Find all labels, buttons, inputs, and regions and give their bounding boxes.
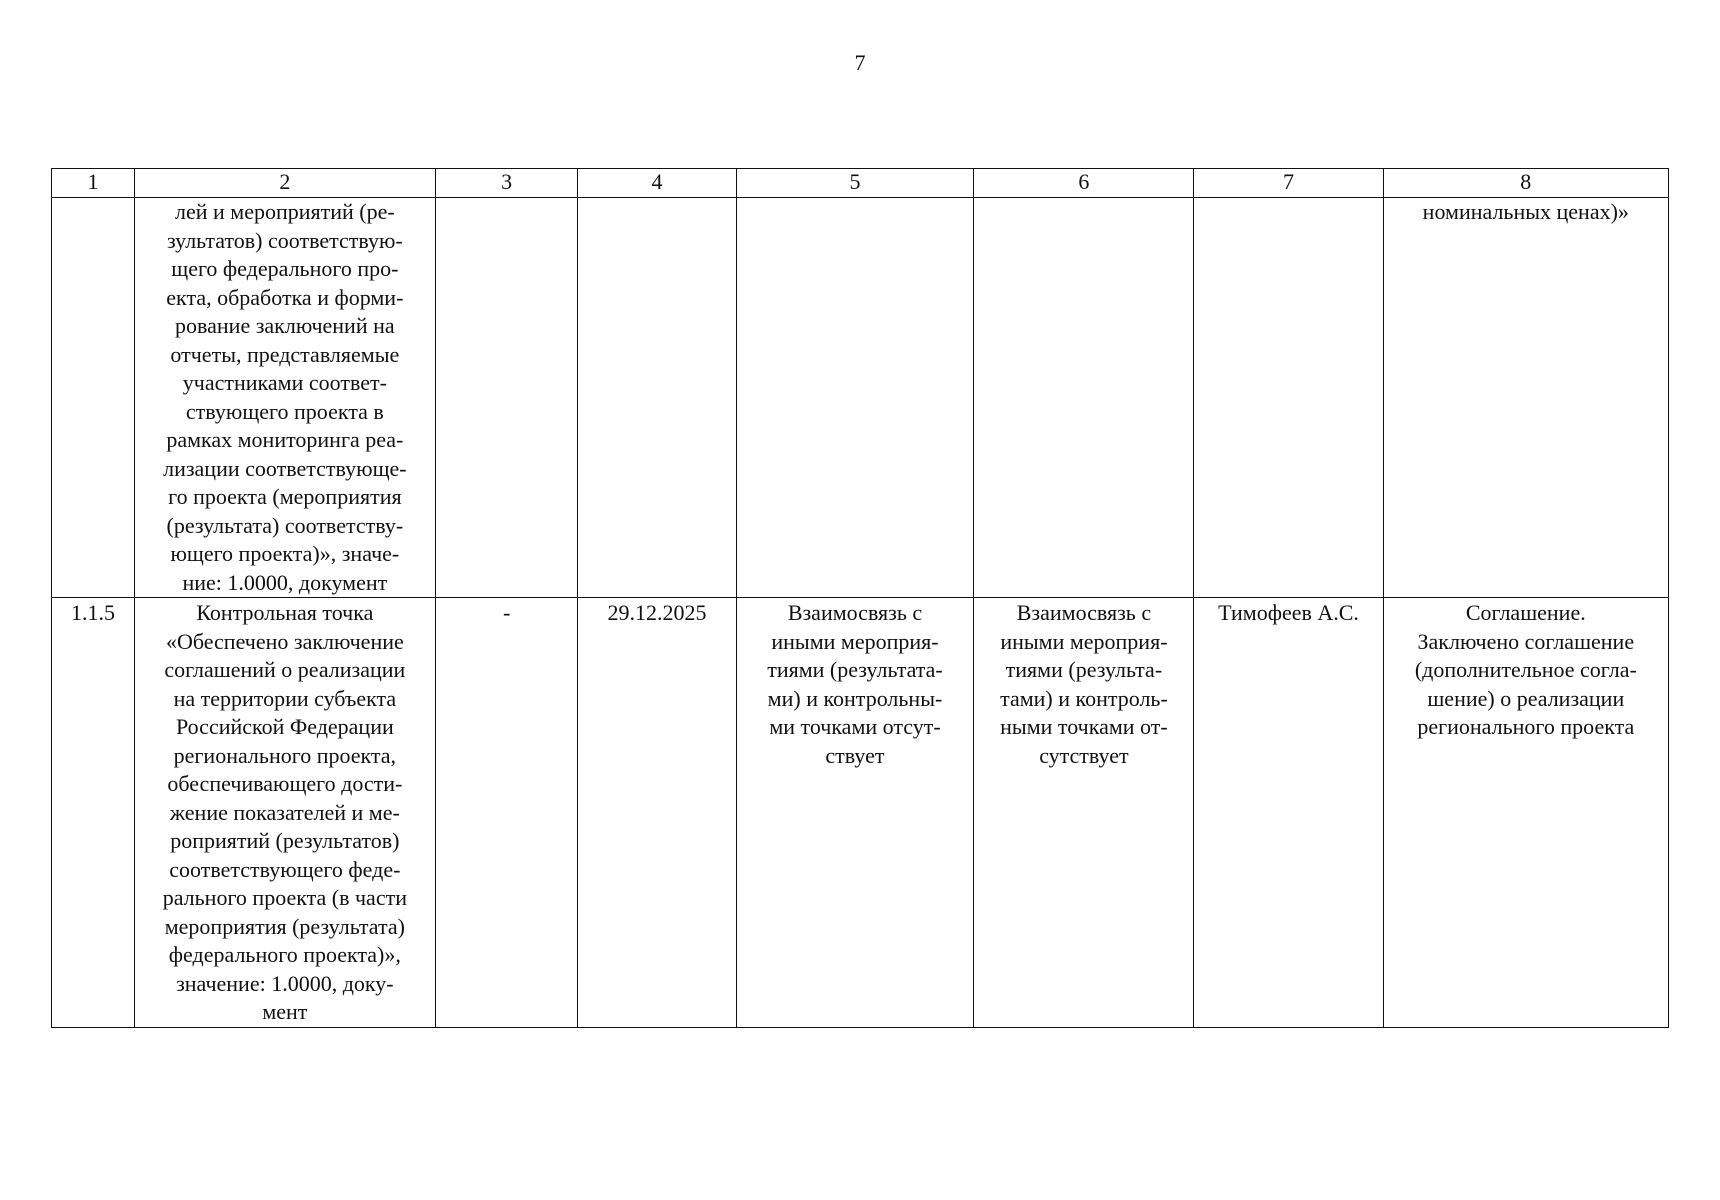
- successor-cell: [974, 198, 1194, 598]
- item-name-cell: Контрольная точка «Обеспечено заключение соглашений о реализации на территории субъекта Российской Федерации регионального проекта, обеспечивающего дости- жение показателей и ме- роприятий (результатов) соответствующего феде- рального проекта (в части мероприятия (результата) федерального проекта)», значение: 1.0000, доку- мент: [134, 598, 435, 1028]
- item-name-cell: лей и мероприятий (ре- зультатов) соответствую- щего федерального про- екта, обработка и форми- рование заключений на отчеты, представляемые участниками соответ- ствующего проекта в рамках мониторинга реа- лизации соответствующе- го проекта (мероприятия (результата) соответству- ющего проекта)», значе- ние: 1.0000, документ: [134, 198, 435, 598]
- successor-cell: Взаимосвязь с иными мероприя- тиями (результа- тами) и контроль- ными точками от- сутствует: [974, 598, 1194, 1028]
- column-number-header: 7: [1194, 169, 1383, 198]
- document-cell: Соглашение. Заключено соглашение (дополнительное согла- шение) о реализации регионального проекта: [1383, 598, 1668, 1028]
- row-number-cell: [52, 198, 135, 598]
- document-cell: номинальных ценах)»: [1383, 198, 1668, 598]
- column-number-header: 8: [1383, 169, 1668, 198]
- table-row: [52, 598, 1669, 1028]
- responsible-cell: [1194, 198, 1383, 598]
- end-date-cell: 29.12.2025: [578, 598, 736, 1028]
- column-number-header: 6: [974, 169, 1194, 198]
- column-number-header: 3: [435, 169, 578, 198]
- column-number-header: 1: [52, 169, 135, 198]
- start-date-cell: -: [435, 598, 578, 1028]
- column-number-header: 2: [134, 169, 435, 198]
- page-number: 7: [854, 50, 866, 75]
- predecessor-cell: [736, 198, 974, 598]
- column-number-row: [52, 169, 1669, 198]
- table-row: [52, 198, 1669, 598]
- responsible-cell: Тимофеев А.С.: [1194, 598, 1383, 1028]
- predecessor-cell: Взаимосвязь с иными мероприя- тиями (результата- ми) и контрольны- ми точками отсут- ствует: [736, 598, 974, 1028]
- end-date-cell: [578, 198, 736, 598]
- column-number-header: 4: [578, 169, 736, 198]
- plan-table: [51, 168, 1669, 1028]
- row-number-cell: 1.1.5: [52, 598, 135, 1028]
- start-date-cell: [435, 198, 578, 598]
- column-number-header: 5: [736, 169, 974, 198]
